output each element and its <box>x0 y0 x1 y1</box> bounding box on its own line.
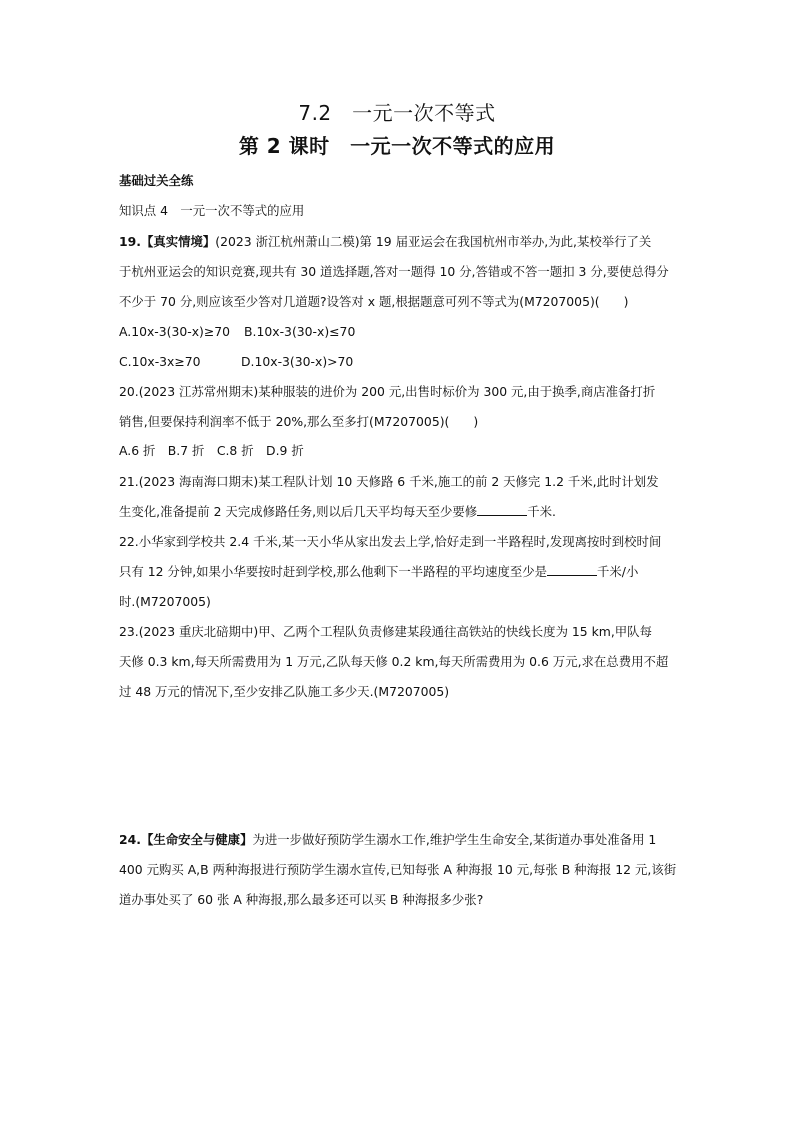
question-19-line-3 <box>119 294 628 310</box>
question-20-line-1: 20.(2023 江苏常州期末)某种服装的进价为 200 元,出售时标价为 300 元,由于换季,商店准备打折 <box>119 384 656 399</box>
answer-blank <box>477 504 527 516</box>
question-24-line-2: 400 元购买 A,B 两种海报进行预防学生溺水宣传,已知每张 A 种海报 10 元,每张 B 种海报 12 元,该街 <box>119 862 677 877</box>
question-22-text-2: 只有 12 分钟,如果小华要按时赶到学校,那么他剩下一半路程的平均速度至少是 <box>119 564 548 579</box>
answer-blank <box>547 564 597 576</box>
section-heading: 基础过关全练 <box>119 173 194 188</box>
question-20-line-2 <box>119 414 478 430</box>
question-19-line-1 <box>119 234 651 250</box>
question-22-line-1: 22.小华家到学校共 2.4 千米,某一天小华从家出发去上学,恰好走到一半路程时,发现离按时到校时间 <box>119 534 662 549</box>
question-19-tag: 19.【真实情境】 <box>119 234 216 249</box>
question-24-line-3: 道办事处买了 60 张 A 种海报,那么最多还可以买 B 种海报多少张? <box>119 892 484 907</box>
question-19-option-row-2 <box>119 354 353 370</box>
question-19-text-3: 不少于 70 分,则应该至少答对几道题?设答对 x 题,根据题意可列不等式为(M7207005)( <box>119 294 600 309</box>
question-21-line-2 <box>119 504 556 520</box>
question-21-unit: 千米. <box>527 504 556 519</box>
question-22-line-3: 时.(M7207005) <box>119 594 211 609</box>
question-20-text-2: 销售,但要保持利润率不低于 20%,那么至多打(M7207005)( <box>119 414 450 429</box>
question-19-option-row-1 <box>119 324 355 340</box>
question-19-line-2: 于杭州亚运会的知识竞赛,现共有 30 道选择题,答对一题得 10 分,答错或不答一题扣 3 分,要使总得分 <box>119 264 669 279</box>
question-23-line-1: 23.(2023 重庆北碚期中)甲、乙两个工程队负责修建某段通往高铁站的快线长度为 15 km,甲队每 <box>119 624 652 639</box>
question-24-tag: 24.【生命安全与健康】 <box>119 832 253 847</box>
question-21-text-2: 生变化,准备提前 2 天完成修路任务,则以后几天平均每天至少要修 <box>119 504 478 519</box>
question-22-unit: 千米/小 <box>597 564 639 579</box>
question-22-line-2 <box>119 564 638 580</box>
question-23-line-2: 天修 0.3 km,每天所需费用为 1 万元,乙队每天修 0.2 km,每天所需费用为 0.6 万元,求在总费用不超 <box>119 654 669 669</box>
knowledge-point-heading: 知识点 4 一元一次不等式的应用 <box>119 203 305 218</box>
question-23-line-3: 过 48 万元的情况下,至少安排乙队施工多少天.(M7207005) <box>119 684 450 699</box>
option-b: B.10x-3(30-x)≤70 <box>244 324 356 339</box>
option-c: C.10x-3x≥70 <box>119 354 201 369</box>
question-20-options: A.6 折 B.7 折 C.8 折 D.9 折 <box>119 443 304 458</box>
lesson-subtitle: 第 2 课时 一元一次不等式的应用 <box>238 134 556 158</box>
option-d: D.10x-3(30-x)>70 <box>241 354 354 369</box>
question-24-line-1 <box>119 832 656 848</box>
option-a: A.10x-3(30-x)≥70 <box>119 324 231 339</box>
question-21-line-1: 21.(2023 海南海口期末)某工程队计划 10 天修路 6 千米,施工的前 2 天修完 1.2 千米,此时计划发 <box>119 474 659 489</box>
question-19-text-1: (2023 浙江杭州萧山二模)第 19 届亚运会在我国杭州市举办,为此,某校举行了关 <box>215 234 652 249</box>
question-20-close-paren: ) <box>473 414 479 429</box>
question-24-text-1: 为进一步做好预防学生溺水工作,维护学生生命安全,某街道办事处准备用 1 <box>252 832 657 847</box>
page-title: 7.2 一元一次不等式 <box>298 101 496 125</box>
question-19-close-paren: ) <box>623 294 629 309</box>
